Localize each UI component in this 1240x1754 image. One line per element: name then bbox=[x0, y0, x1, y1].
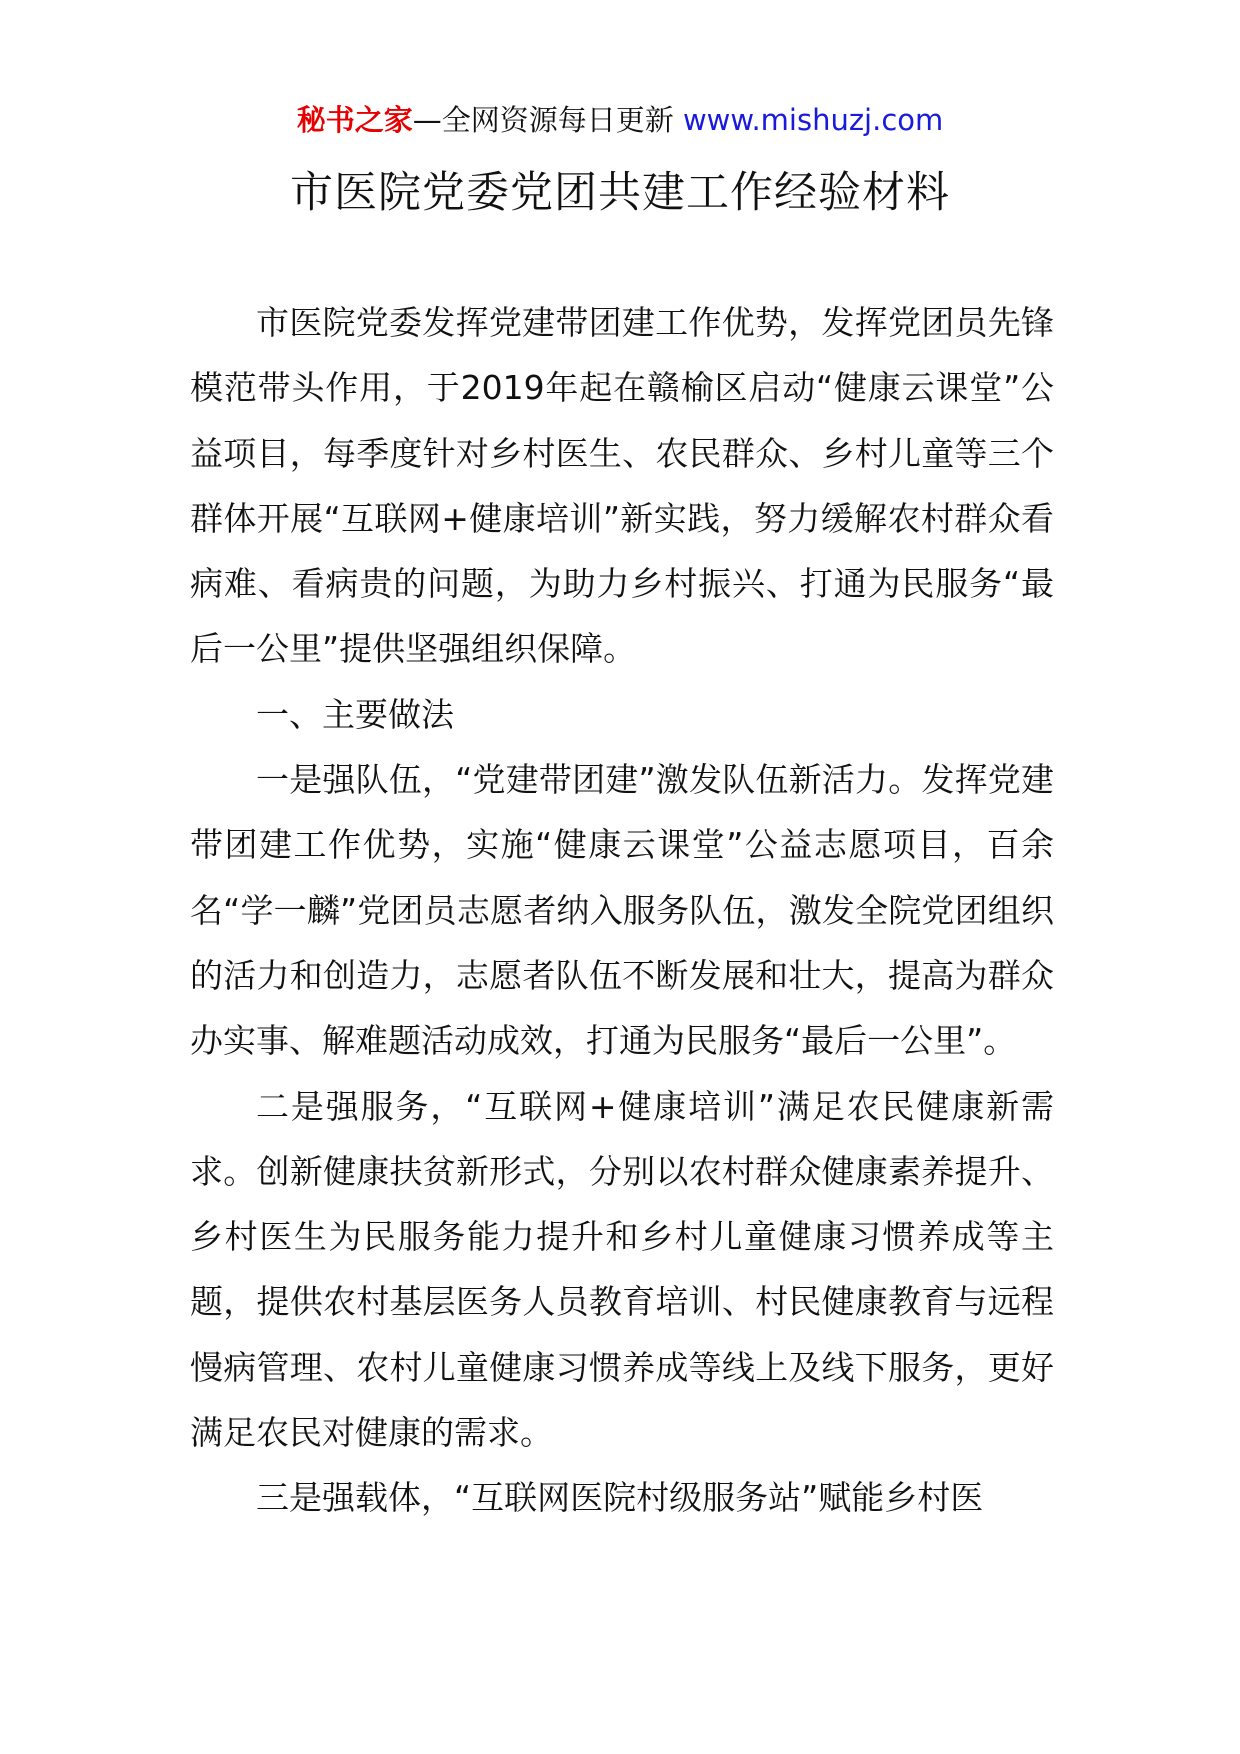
site-header bbox=[0, 100, 1240, 140]
paragraph-strengthen-carrier: 三是强载体，“互联网医院村级服务站”赋能乡村医 bbox=[256, 1478, 984, 1518]
site-brand: 秘书之家 bbox=[296, 103, 413, 137]
site-url-link[interactable]: www.mishuzj.com bbox=[682, 103, 944, 137]
site-slogan: —全网资源每日更新 bbox=[412, 103, 674, 137]
paragraph-strengthen-team: 一是强队伍，“党建带团建”激发队伍新活力。发挥党建带团建工作优势，实施“健康云课堂”公益志愿项目，百余名“学一麟”党团员志愿者纳入服务队伍，激发全院党团组织的活力和创造力，志愿者队伍不断发展和壮大，提高为群众办实事、解难题活动成效，打通为民服务“最后一公里”。 bbox=[190, 760, 1054, 1061]
section-heading-main-practices: 一、主要做法 bbox=[256, 694, 454, 734]
document-title: 市医院党委党团共建工作经验材料 bbox=[290, 168, 950, 218]
paragraph-strengthen-service: 二是强服务，“互联网+健康培训”满足农民健康新需求。创新健康扶贫新形式，分别以农村群众健康素养提升、乡村医生为民服务能力提升和乡村儿童健康习惯养成等主题，提供农村基层医务人员教育培训、村民健康教育与远程慢病管理、农村儿童健康习惯养成等线上及线下服务，更好满足农民对健康的需求。 bbox=[190, 1086, 1054, 1453]
document-body bbox=[190, 290, 1054, 1531]
intro-paragraph: 市医院党委发挥党建带团建工作优势，发挥党团员先锋模范带头作用，于2019年起在赣榆区启动“健康云课堂”公益项目，每季度针对乡村医生、农民群众、乡村儿童等三个群体开展“互联网+健康培训”新实践，努力缓解农村群众看病难、看病贵的问题，为助力乡村振兴、打通为民服务“最后一公里”提供坚强组织保障。 bbox=[190, 303, 1054, 669]
